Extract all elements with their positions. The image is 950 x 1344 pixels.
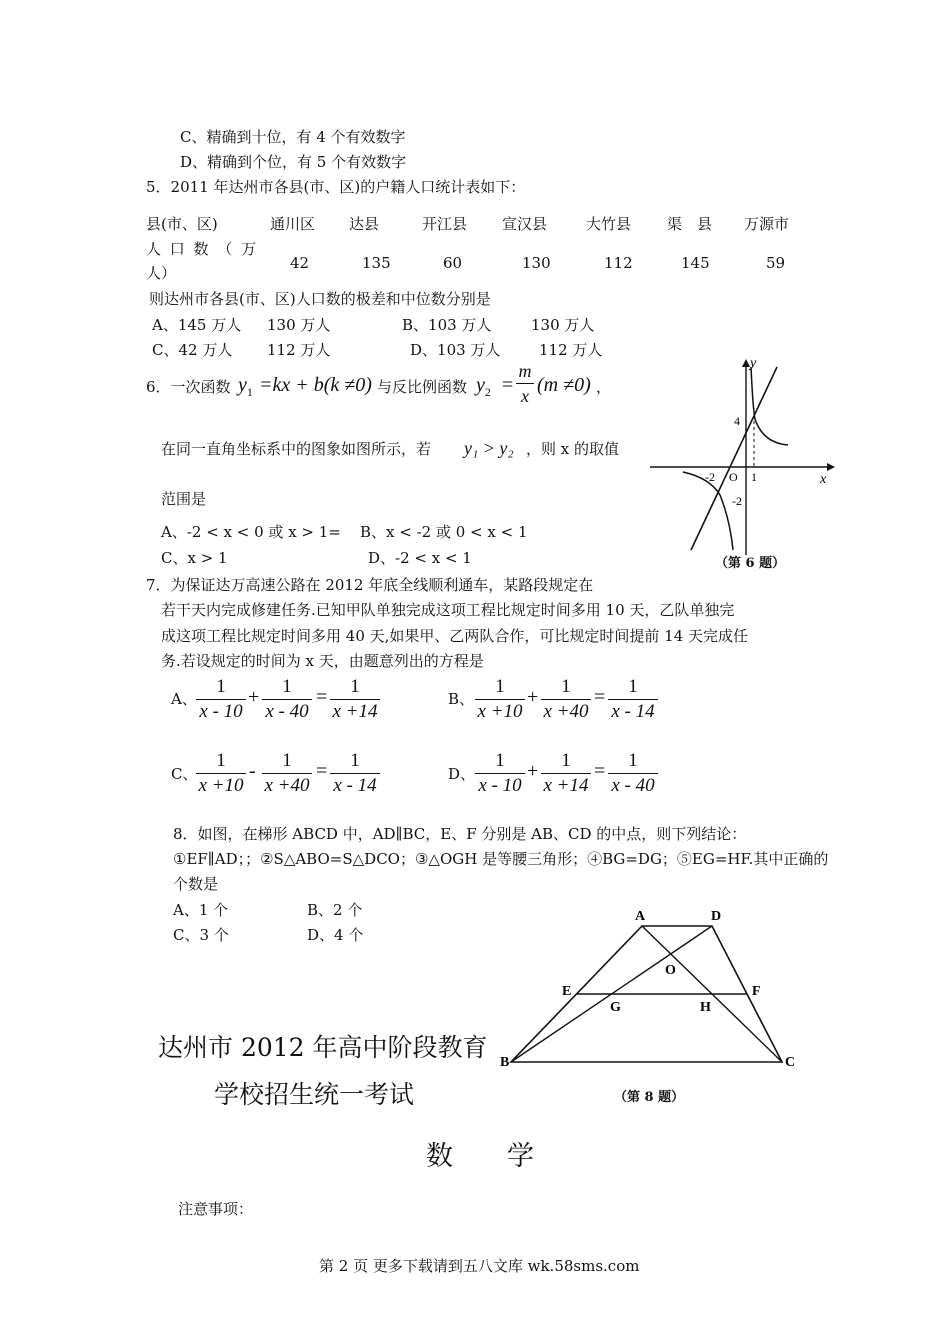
- q7-option-label: D、: [448, 765, 476, 783]
- q8-line-1: 8．如图，在梯形 ABCD 中，AD∥BC，E、F 分别是 AB、CD 的中点，则下列结论：: [173, 825, 747, 843]
- x-axis-arrow-icon: [827, 463, 835, 471]
- page-footer: 第 2 页 更多下载请到五八文库 wk.58sms.com: [319, 1257, 640, 1275]
- q5-county: 达县: [349, 215, 380, 233]
- y-axis-label: y: [750, 356, 757, 371]
- tick-1: 1: [751, 470, 757, 484]
- q6-range-label: 范围是: [161, 490, 207, 508]
- q6-graph: [645, 355, 840, 570]
- q8-trapezoid-figure: [495, 902, 805, 1077]
- tick-neg2-x: -2: [705, 470, 715, 484]
- q5-county: 大竹县: [586, 215, 632, 233]
- q5-header-label: 县(市、区): [146, 215, 218, 233]
- operator: -: [249, 760, 256, 782]
- q8-option-d: D、4 个: [307, 926, 364, 944]
- q6-option-b: B、x < -2 或 0 < x < 1: [360, 523, 528, 541]
- q5-county: 通川区: [270, 215, 316, 233]
- q7-option-label: A、: [171, 690, 197, 708]
- q8-caption: （第 8 题）: [614, 1090, 685, 1105]
- operator: +: [527, 686, 539, 708]
- operator: +: [527, 760, 539, 782]
- vertex-c: C: [785, 1055, 796, 1070]
- equals-sign: =: [316, 686, 328, 708]
- q4-option-c: C、精确到十位，有 4 个有效数字: [180, 128, 406, 146]
- tick-neg2-y: -2: [732, 494, 742, 508]
- q6-comparison: y₁ > y₂: [464, 438, 514, 458]
- equals-sign: =: [594, 760, 606, 782]
- vertex-a: A: [635, 909, 646, 924]
- q8-option-c: C、3 个: [173, 926, 229, 944]
- q7-line-3: 成这项工程比规定时间多用 40 天,如果甲、乙两队合作，可比规定时间提前 14 天完成任: [161, 627, 749, 645]
- q6-option-d: D、-2 < x < 1: [368, 549, 472, 567]
- exam-subject: 数 学: [426, 1141, 534, 1172]
- q5-option-b: B、103 万人: [402, 316, 492, 334]
- q5-question: 则达州市各县(市、区)人口数的极差和中位数分别是: [149, 290, 491, 308]
- point-g: G: [610, 1000, 621, 1015]
- fraction: $\frac{1}{x - 40}$: [608, 750, 658, 797]
- vertex-d: D: [711, 909, 722, 924]
- q4-option-d: D、精确到个位，有 5 个有效数字: [180, 153, 407, 171]
- q5-population: 112: [604, 254, 633, 272]
- fraction: $\frac{1}{x - 14}$: [330, 750, 380, 797]
- q5-option-a-value: 130 万人: [267, 316, 331, 334]
- equals-sign: =: [594, 686, 606, 708]
- fraction: $\frac{1}{x +10}$: [475, 676, 525, 723]
- q5-option-a: A、145 万人: [152, 316, 242, 334]
- q8-line-2: ①EF∥AD；；②S△ABO=S△DCO；③△OGH 是等腰三角形；④BG=DG；⑤EG=HF.其中正确的: [173, 850, 829, 868]
- q5-population: 135: [362, 254, 391, 272]
- q5-county: 万源市: [744, 215, 790, 233]
- q6-caption: （第 6 题）: [715, 556, 786, 571]
- q6-stem-start: 6．一次函数: [146, 378, 231, 396]
- q7-line-4: 务.若设规定的时间为 x 天，由题意列出的方程是: [161, 652, 484, 670]
- q5-option-d: D、103 万人: [410, 341, 501, 359]
- notice-heading: 注意事项：: [178, 1200, 254, 1218]
- q5-row-label: 人 口 数 （ 万: [146, 240, 259, 258]
- q8-line-3: 个数是: [173, 875, 219, 893]
- q8-option-a: A、1 个: [173, 901, 229, 919]
- fraction: $\frac{1}{x +10}$: [196, 750, 246, 797]
- linear-function-line: [691, 367, 777, 550]
- q5-option-d-value: 112 万人: [539, 341, 603, 359]
- vertex-b: B: [500, 1055, 510, 1070]
- q5-option-b-value: 130 万人: [531, 316, 595, 334]
- q6-option-c: C、x > 1: [161, 549, 228, 567]
- q5-county: 宣汉县: [502, 215, 548, 233]
- exam-title-line-1: 达州市 2012 年高中阶段教育: [158, 1033, 488, 1062]
- q5-row-label-cont: 人）: [146, 264, 177, 282]
- tick-4: 4: [734, 414, 740, 428]
- fraction: $\frac{1}{x +40}$: [541, 676, 591, 723]
- operator: +: [248, 686, 260, 708]
- fraction: $\frac{1}{x - 40}$: [262, 676, 312, 723]
- exam-title-line-2: 学校招生统一考试: [214, 1080, 415, 1109]
- q5-population: 59: [766, 254, 786, 272]
- q8-option-b: B、2 个: [307, 901, 363, 919]
- q5-population: 60: [443, 254, 463, 272]
- point-o: O: [665, 963, 676, 978]
- q6-option-a: A、-2 < x < 0 或 x > 1=: [161, 523, 341, 541]
- origin-label: O: [729, 470, 738, 484]
- q6-equals: =: [502, 374, 514, 396]
- q6-inverse-fraction: $\frac{m}{x}$: [516, 360, 534, 407]
- point-f: F: [752, 984, 761, 999]
- q5-county: 开江县: [422, 215, 468, 233]
- q6-linear-expression: =kx + b(k ≠0): [259, 374, 372, 396]
- q6-condition-end: ，则 x 的取值: [526, 440, 619, 458]
- q5-population: 130: [522, 254, 551, 272]
- q6-y2: $y_2$: [476, 374, 491, 399]
- fraction: $\frac{1}{x +14}$: [541, 750, 591, 797]
- q5-stem: 5．2011 年达州市各县(市、区)的户籍人口统计表如下：: [146, 178, 526, 196]
- q6-condition-text: 在同一直角坐标系中的图象如图所示，若: [161, 440, 432, 458]
- q7-option-label: C、: [171, 765, 198, 783]
- q5-population: 42: [290, 254, 310, 272]
- q6-inverse-condition: (m ≠0): [537, 374, 591, 396]
- q5-option-c-value: 112 万人: [267, 341, 331, 359]
- q7-option-label: B、: [448, 690, 475, 708]
- fraction: $\frac{1}{x - 10}$: [196, 676, 246, 723]
- q5-county: 渠 县: [667, 215, 713, 233]
- equals-sign: =: [316, 760, 328, 782]
- q7-line-2: 若干天内完成修建任务.已知甲队单独完成这项工程比规定时间多用 10 天，乙队单独完: [161, 601, 735, 619]
- x-axis-label: x: [820, 472, 827, 487]
- fraction: $\frac{1}{x - 14}$: [608, 676, 658, 723]
- y-axis-arrow-icon: [742, 359, 750, 367]
- hyperbola-branch-q1: [751, 367, 788, 445]
- fraction: $\frac{1}{x +40}$: [262, 750, 312, 797]
- q7-line-1: 7．为保证达万高速公路在 2012 年底全线顺利通车，某路段规定在: [146, 576, 594, 594]
- q5-option-c: C、42 万人: [152, 341, 233, 359]
- fraction: $\frac{1}{x +14}$: [330, 676, 380, 723]
- point-h: H: [700, 1000, 711, 1015]
- point-e: E: [562, 984, 572, 999]
- q6-stem-end: ，: [596, 378, 612, 396]
- fraction: $\frac{1}{x - 10}$: [475, 750, 525, 797]
- q6-y1: $y_1$: [238, 374, 253, 399]
- q6-stem-middle: 与反比例函数: [377, 378, 468, 396]
- q5-population: 145: [681, 254, 710, 272]
